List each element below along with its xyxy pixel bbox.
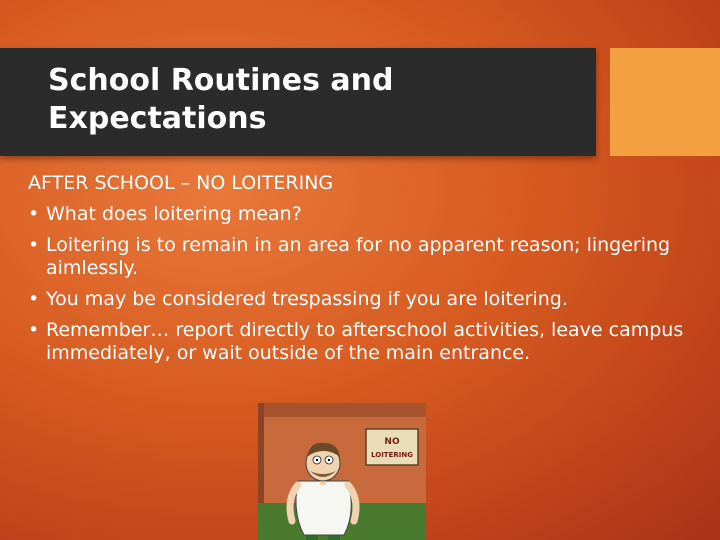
slide-title xyxy=(48,62,568,138)
bullet-dot: • xyxy=(28,203,40,225)
title-line-2: Expectations xyxy=(48,101,267,136)
cartoon-illustration xyxy=(258,403,426,540)
bullet-item xyxy=(28,319,708,365)
svg-text:LOITERING: LOITERING xyxy=(371,451,413,459)
section-heading: AFTER SCHOOL – NO LOITERING xyxy=(28,172,334,194)
slide-body xyxy=(28,172,708,373)
bullet-list xyxy=(28,203,708,365)
cartoon-character-image xyxy=(258,403,426,540)
title-bar xyxy=(0,48,596,156)
svg-text:NO: NO xyxy=(384,437,400,447)
bullet-item xyxy=(28,288,708,311)
bullet-item xyxy=(28,203,708,226)
title-line-1: School Routines and xyxy=(48,63,394,98)
bullet-text: What does loitering mean? xyxy=(46,203,302,225)
bullet-item xyxy=(28,234,708,280)
bullet-dot: • xyxy=(28,319,40,341)
accent-block xyxy=(610,48,720,156)
bullet-text: Loitering is to remain in an area for no apparent reason; lingering aimlessly. xyxy=(46,234,671,279)
bullet-text: Remember… report directly to afterschool activities, leave campus immediately, or wait outside of the main entrance. xyxy=(46,319,684,364)
bullet-dot: • xyxy=(28,288,40,310)
bullet-text: You may be considered trespassing if you are loitering. xyxy=(46,288,568,310)
no-loitering-sign xyxy=(366,429,418,465)
bullet-dot: • xyxy=(28,234,40,256)
